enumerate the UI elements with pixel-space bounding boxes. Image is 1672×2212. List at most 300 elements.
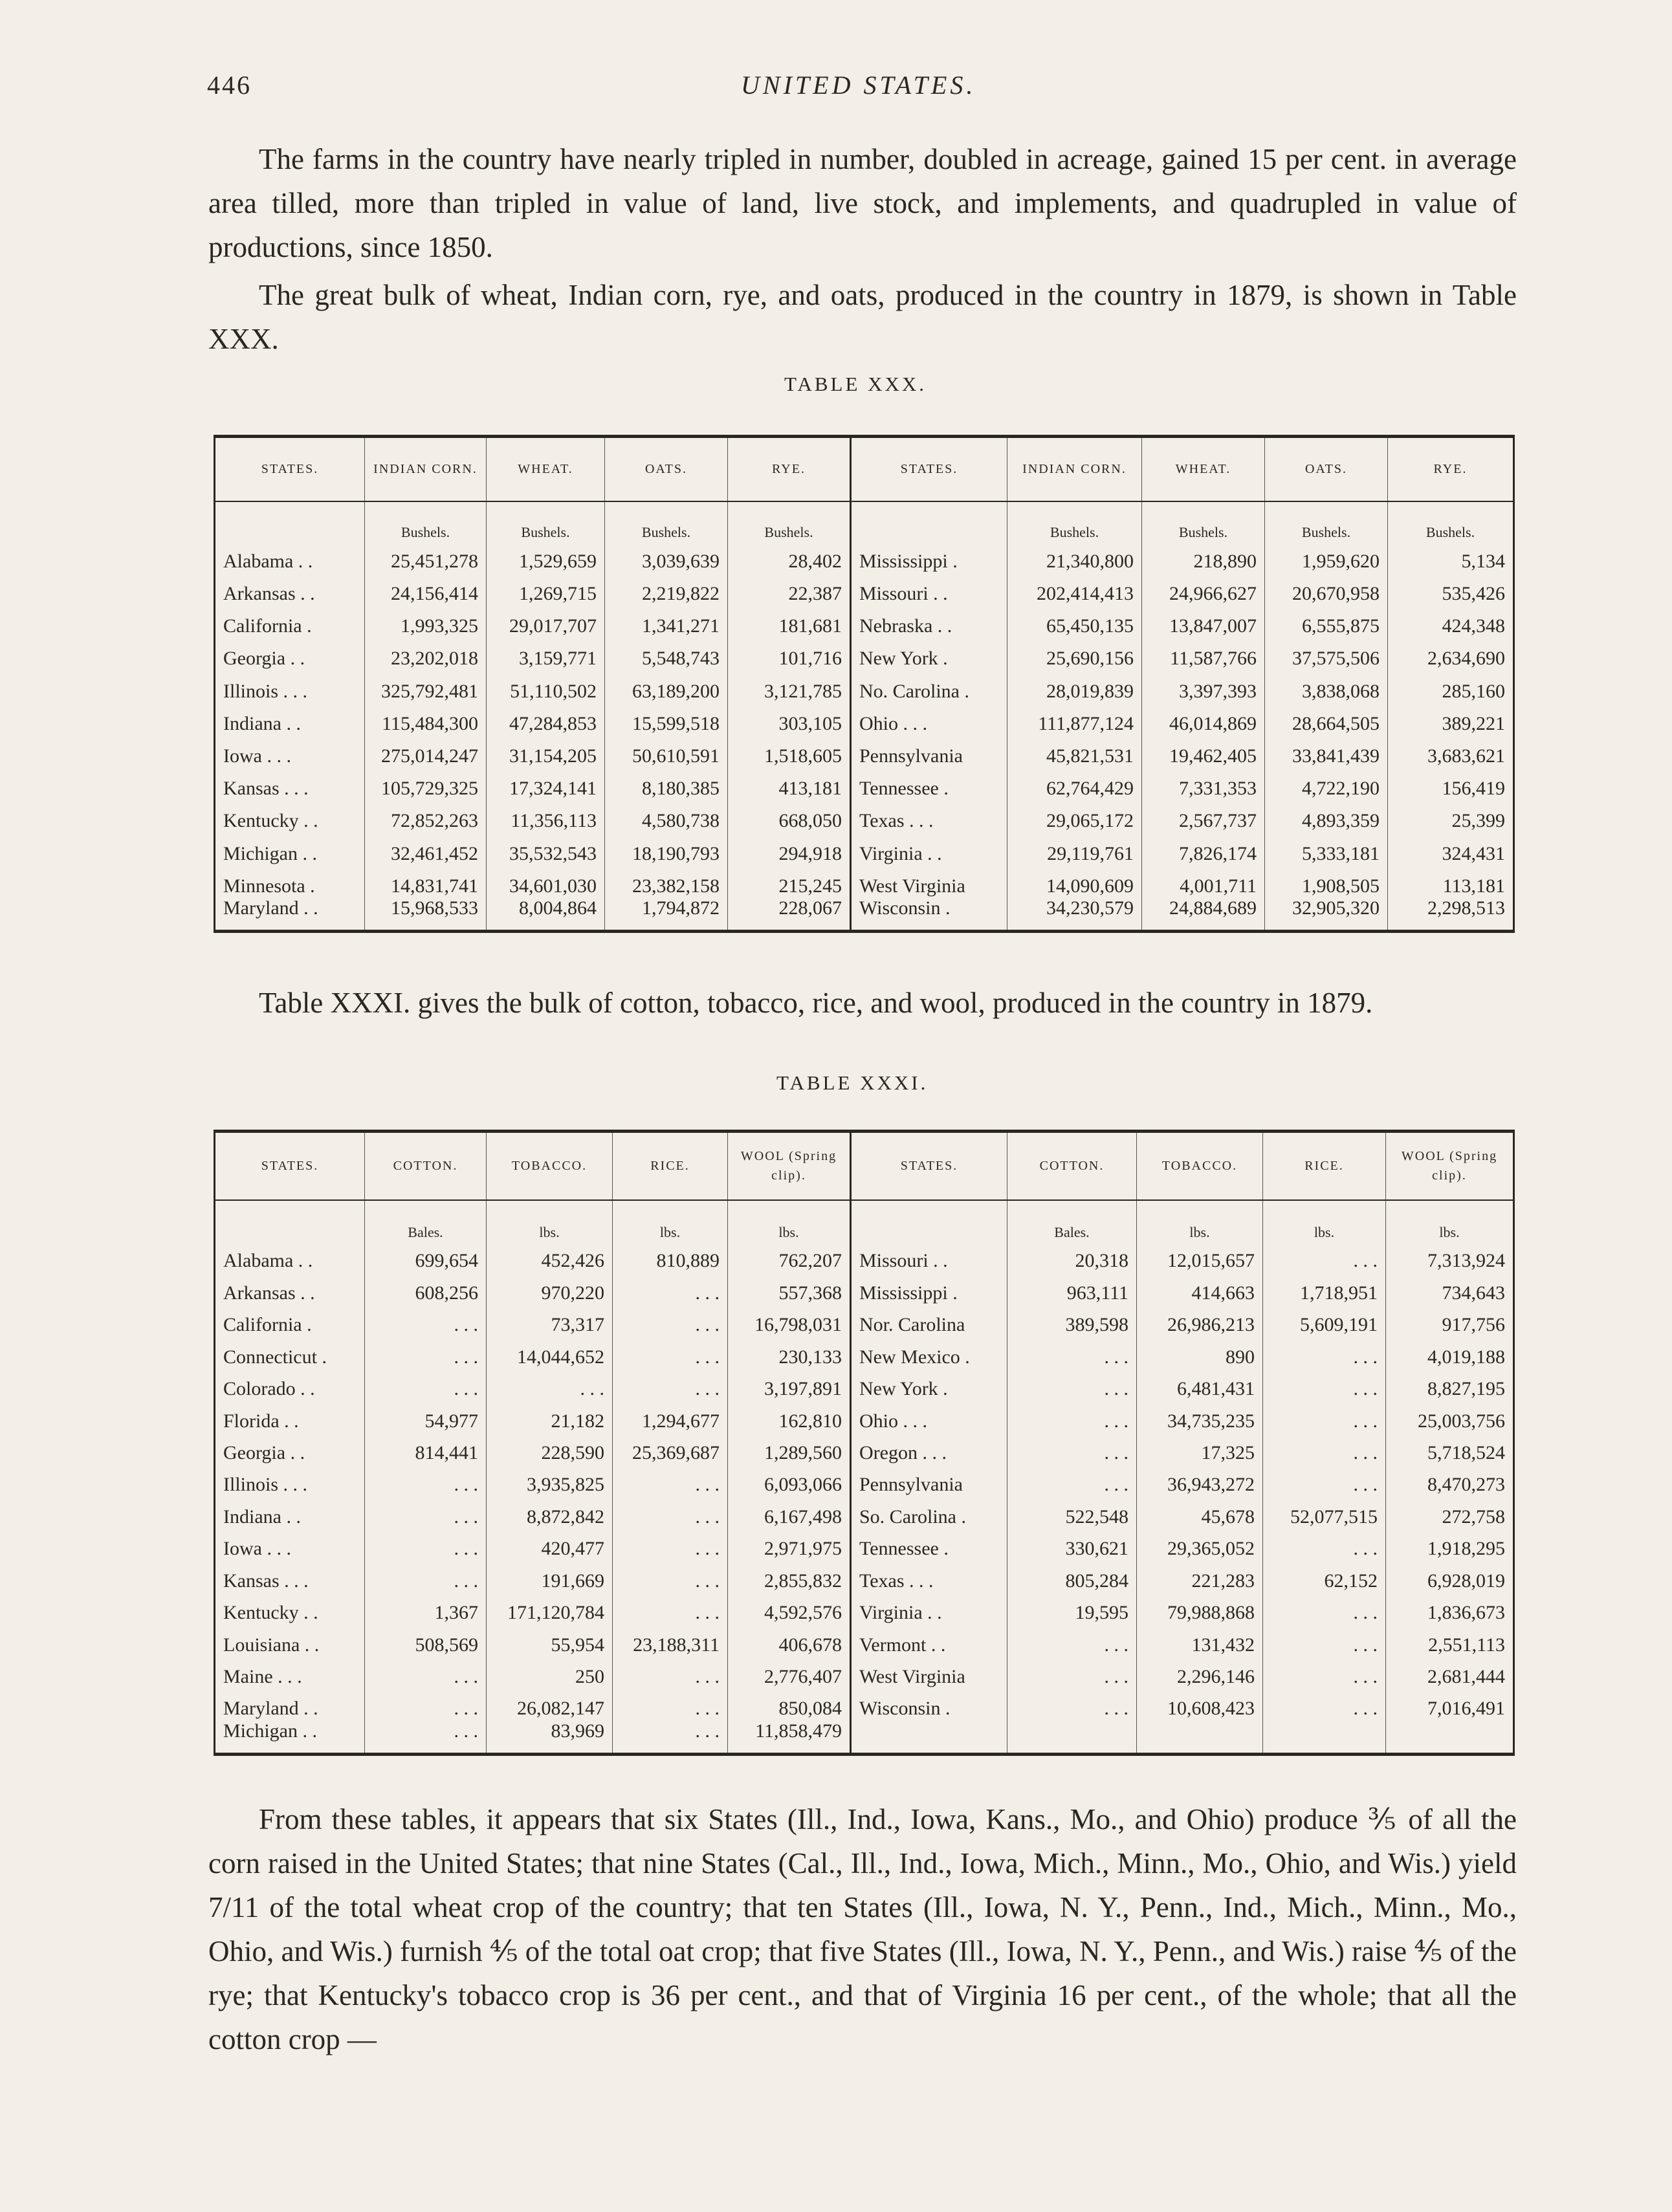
value-cell: 16,798,031	[728, 1304, 851, 1336]
state-cell: Wisconsin .	[851, 1688, 1007, 1720]
value-cell: 23,202,018	[365, 637, 487, 670]
value-cell	[1263, 1720, 1386, 1754]
value-cell: 33,841,439	[1265, 735, 1388, 767]
state-cell: Nebraska . .	[851, 605, 1007, 637]
value-cell: 2,776,407	[728, 1656, 851, 1688]
value-cell: 13,847,007	[1142, 605, 1265, 637]
value-cell: 3,838,068	[1265, 670, 1388, 702]
state-cell: Oregon . . .	[851, 1432, 1007, 1464]
value-cell: 4,580,738	[605, 800, 728, 832]
value-cell: 72,852,263	[365, 800, 487, 832]
value-cell: 17,325	[1137, 1432, 1263, 1464]
t31-header-cotton: COTTON.	[365, 1132, 487, 1200]
paragraph-3-text: Table XXXI. gives the bulk of cotton, tobacco, rice, and wool, produced in the country in 1879.	[259, 987, 1373, 1019]
table-row	[215, 1368, 1514, 1400]
state-cell: Pennsylvania	[851, 735, 1007, 767]
value-cell: . . .	[1007, 1688, 1137, 1720]
running-title: UNITED STATES.	[741, 71, 976, 100]
value-cell: 3,159,771	[487, 637, 605, 670]
value-cell: 171,120,784	[487, 1592, 613, 1624]
value-cell: 699,654	[365, 1240, 487, 1272]
value-cell: 8,180,385	[605, 767, 728, 800]
value-cell: 24,156,414	[365, 573, 487, 605]
t31-header-wool-2: WOOL (Spring clip).	[1386, 1132, 1514, 1200]
value-cell: . . .	[365, 1720, 487, 1754]
value-cell: 11,356,113	[487, 800, 605, 832]
value-cell: 8,827,195	[1386, 1368, 1514, 1400]
value-cell: 37,575,506	[1265, 637, 1388, 670]
value-cell: . . .	[1263, 1432, 1386, 1464]
state-cell: Maryland . .	[223, 897, 318, 919]
value-cell: 2,567,737	[1142, 800, 1265, 832]
state-cell: Illinois . . .	[223, 680, 308, 702]
value-cell: 115,484,300	[365, 703, 487, 735]
paragraph-4	[208, 1797, 1517, 2061]
table-row	[215, 573, 1514, 605]
unit-label	[215, 1200, 365, 1241]
value-cell: 11,587,766	[1142, 637, 1265, 670]
value-cell: 303,105	[728, 703, 851, 735]
value-cell: 156,419	[1388, 767, 1514, 800]
value-cell: 29,365,052	[1137, 1528, 1263, 1560]
value-cell: . . .	[1263, 1688, 1386, 1720]
unit-label: lbs.	[487, 1200, 613, 1241]
table-row	[215, 1432, 1514, 1464]
value-cell: 113,181	[1388, 865, 1514, 897]
table-row	[215, 767, 1514, 800]
t30-header-wheat: WHEAT.	[487, 437, 605, 501]
value-cell: 31,154,205	[487, 735, 605, 767]
value-cell: 424,348	[1388, 605, 1514, 637]
value-cell: 55,954	[487, 1624, 613, 1656]
value-cell: 413,181	[728, 767, 851, 800]
state-cell: Virginia . .	[851, 1592, 1007, 1624]
state-cell: Michigan . .	[223, 842, 317, 864]
unit-label	[215, 501, 365, 540]
value-cell: 2,681,444	[1386, 1656, 1514, 1688]
state-cell: No. Carolina .	[851, 670, 1007, 702]
value-cell: 3,935,825	[487, 1464, 613, 1496]
value-cell: . . .	[1263, 1464, 1386, 1496]
value-cell: 762,207	[728, 1240, 851, 1272]
value-cell: 1,341,271	[605, 605, 728, 637]
value-cell: . . .	[487, 1368, 613, 1400]
unit-label	[851, 501, 1007, 540]
value-cell: 21,182	[487, 1400, 613, 1432]
t30-header-oats-2: OATS.	[1265, 437, 1388, 501]
value-cell: . . .	[365, 1496, 487, 1528]
table-row	[215, 1560, 1514, 1592]
state-cell: California .	[223, 1314, 312, 1336]
table-row	[215, 1688, 1514, 1720]
value-cell: 22,387	[728, 573, 851, 605]
value-cell	[1137, 1720, 1263, 1754]
unit-label: Bushels.	[728, 501, 851, 540]
unit-label: Bushels.	[1265, 501, 1388, 540]
value-cell: . . .	[365, 1368, 487, 1400]
value-cell: 1,836,673	[1386, 1592, 1514, 1624]
value-cell: 20,670,958	[1265, 573, 1388, 605]
unit-label: Bales.	[365, 1200, 487, 1241]
value-cell: . . .	[613, 1304, 728, 1336]
value-cell: 131,432	[1137, 1624, 1263, 1656]
value-cell: 3,039,639	[605, 540, 728, 573]
value-cell: . . .	[613, 1272, 728, 1304]
value-cell: 608,256	[365, 1272, 487, 1304]
state-cell: Kansas . . .	[223, 1570, 309, 1592]
value-cell: 917,756	[1386, 1304, 1514, 1336]
state-cell: Mississippi .	[851, 1272, 1007, 1304]
state-cell: Tennessee .	[851, 767, 1007, 800]
value-cell: 330,621	[1007, 1528, 1137, 1560]
t30-header-indian-corn-2: INDIAN CORN.	[1007, 437, 1142, 501]
value-cell: 218,890	[1142, 540, 1265, 573]
value-cell: 19,595	[1007, 1592, 1137, 1624]
value-cell: 230,133	[728, 1336, 851, 1368]
value-cell: 5,134	[1388, 540, 1514, 573]
value-cell: 8,004,864	[487, 897, 605, 932]
value-cell: 1,918,295	[1386, 1528, 1514, 1560]
value-cell: 1,518,605	[728, 735, 851, 767]
value-cell: . . .	[613, 1688, 728, 1720]
paragraph-4-text: From these tables, it appears that six States (Ill., Ind., Iowa, Kans., Mo., and Ohio) produce ⅗ of all the corn raised in the United States; that nine States (Cal., Ill., Ind., Iowa, Mich., Minn., Mo., Ohio, and Wis.) yield 7/11 of the total wheat crop of the country; that ten States (Ill., Iowa, N. Y., Penn., Ind., Mich., Minn., Mo., Ohio, and Wis.) furnish ⅘ of the total oat crop; that five States (Ill., Iowa, N. Y., Penn., and Wis.) raise ⅘ of the rye; that Kentucky's tobacco crop is 36 per cent., and that of Virginia 16 per cent., of the whole; that all the cotton crop —	[208, 1803, 1517, 2055]
t31-header-rice-2: RICE.	[1263, 1132, 1386, 1200]
value-cell: 32,905,320	[1265, 897, 1388, 932]
state-cell: Wisconsin .	[851, 897, 1007, 932]
value-cell: 111,877,124	[1007, 703, 1142, 735]
value-cell: 557,368	[728, 1272, 851, 1304]
unit-label: Bushels.	[487, 501, 605, 540]
value-cell: 7,016,491	[1386, 1688, 1514, 1720]
value-cell: 6,167,498	[728, 1496, 851, 1528]
value-cell: 21,340,800	[1007, 540, 1142, 573]
table-row	[215, 1720, 1514, 1754]
value-cell: . . .	[365, 1464, 487, 1496]
t30-header-states-2: STATES.	[851, 437, 1007, 501]
state-cell: New Mexico .	[851, 1336, 1007, 1368]
value-cell: 414,663	[1137, 1272, 1263, 1304]
value-cell: 325,792,481	[365, 670, 487, 702]
table-row	[215, 1464, 1514, 1496]
value-cell: 7,331,353	[1142, 767, 1265, 800]
value-cell: 215,245	[728, 865, 851, 897]
value-cell: 535,426	[1388, 573, 1514, 605]
table-30	[214, 435, 1515, 933]
value-cell: . . .	[613, 1528, 728, 1560]
value-cell: 26,986,213	[1137, 1304, 1263, 1336]
state-cell: West Virginia	[851, 1656, 1007, 1688]
value-cell: 35,532,543	[487, 832, 605, 864]
value-cell: 1,269,715	[487, 573, 605, 605]
value-cell: 2,634,690	[1388, 637, 1514, 670]
state-cell: Missouri . .	[851, 573, 1007, 605]
value-cell: 1,289,560	[728, 1432, 851, 1464]
value-cell: . . .	[1007, 1400, 1137, 1432]
table-row	[215, 800, 1514, 832]
value-cell: 28,664,505	[1265, 703, 1388, 735]
value-cell: 12,015,657	[1137, 1240, 1263, 1272]
value-cell: 3,397,393	[1142, 670, 1265, 702]
paragraph-3	[208, 981, 1517, 1025]
state-cell: California .	[223, 615, 312, 637]
table-row	[215, 897, 1514, 932]
paragraph-2-text: The great bulk of wheat, Indian corn, rye, and oats, produced in the country in 1879, is shown in Table XXX.	[208, 279, 1517, 355]
value-cell: 6,481,431	[1137, 1368, 1263, 1400]
value-cell: 2,296,146	[1137, 1656, 1263, 1688]
value-cell: 202,414,413	[1007, 573, 1142, 605]
value-cell: 62,152	[1263, 1560, 1386, 1592]
value-cell: . . .	[613, 1720, 728, 1754]
value-cell: 36,943,272	[1137, 1464, 1263, 1496]
value-cell: 63,189,200	[605, 670, 728, 702]
value-cell: 45,678	[1137, 1496, 1263, 1528]
state-cell: Minnesota .	[223, 875, 315, 897]
state-cell: Florida . .	[223, 1410, 299, 1432]
value-cell: 3,197,891	[728, 1368, 851, 1400]
value-cell: 32,461,452	[365, 832, 487, 864]
table-row	[215, 1304, 1514, 1336]
value-cell: 6,928,019	[1386, 1560, 1514, 1592]
state-cell: Georgia . .	[223, 1442, 305, 1463]
paragraph-2	[208, 273, 1517, 361]
value-cell: 46,014,869	[1142, 703, 1265, 735]
unit-label: Bales.	[1007, 1200, 1137, 1241]
state-cell: Illinois . . .	[223, 1474, 308, 1496]
t31-header-rice: RICE.	[613, 1132, 728, 1200]
value-cell: 25,003,756	[1386, 1400, 1514, 1432]
table-row	[215, 832, 1514, 864]
value-cell: 34,230,579	[1007, 897, 1142, 932]
units-row	[215, 501, 1514, 540]
value-cell: 452,426	[487, 1240, 613, 1272]
t30-header-wheat-2: WHEAT.	[1142, 437, 1265, 501]
value-cell: . . .	[613, 1368, 728, 1400]
value-cell: . . .	[613, 1336, 728, 1368]
table-row	[215, 1592, 1514, 1624]
paragraph-1	[208, 137, 1517, 269]
value-cell: 181,681	[728, 605, 851, 637]
state-cell: Louisiana . .	[223, 1634, 320, 1656]
value-cell: 79,988,868	[1137, 1592, 1263, 1624]
table-row	[215, 670, 1514, 702]
state-cell: Pennsylvania	[851, 1464, 1007, 1496]
value-cell: 25,690,156	[1007, 637, 1142, 670]
table-row	[215, 637, 1514, 670]
value-cell: 83,969	[487, 1720, 613, 1754]
value-cell: 14,831,741	[365, 865, 487, 897]
value-cell: 963,111	[1007, 1272, 1137, 1304]
value-cell: 105,729,325	[365, 767, 487, 800]
value-cell: . . .	[1263, 1624, 1386, 1656]
state-cell: Mississippi .	[851, 540, 1007, 573]
value-cell: 1,294,677	[613, 1400, 728, 1432]
value-cell: . . .	[365, 1304, 487, 1336]
value-cell: . . .	[1007, 1656, 1137, 1688]
table-row	[215, 1240, 1514, 1272]
value-cell: 47,284,853	[487, 703, 605, 735]
t30-header-indian-corn: INDIAN CORN.	[365, 437, 487, 501]
state-cell: Colorado . .	[223, 1378, 315, 1400]
state-cell: Nor. Carolina	[851, 1304, 1007, 1336]
table-row	[215, 1656, 1514, 1688]
t31-header-cotton-2: COTTON.	[1007, 1132, 1137, 1200]
unit-label: lbs.	[613, 1200, 728, 1241]
t31-header-tobacco: TOBACCO.	[487, 1132, 613, 1200]
value-cell: . . .	[1263, 1592, 1386, 1624]
value-cell: 420,477	[487, 1528, 613, 1560]
table-30-caption: TABLE XXX.	[784, 373, 927, 395]
units-row	[215, 1200, 1514, 1241]
value-cell: 6,093,066	[728, 1464, 851, 1496]
value-cell: 34,735,235	[1137, 1400, 1263, 1432]
value-cell: 28,019,839	[1007, 670, 1142, 702]
value-cell: 1,908,505	[1265, 865, 1388, 897]
state-cell: Texas . . .	[851, 800, 1007, 832]
value-cell: 805,284	[1007, 1560, 1137, 1592]
value-cell: 285,160	[1388, 670, 1514, 702]
value-cell: 406,678	[728, 1624, 851, 1656]
value-cell: 389,221	[1388, 703, 1514, 735]
value-cell: 228,067	[728, 897, 851, 932]
value-cell: 28,402	[728, 540, 851, 573]
value-cell: 221,283	[1137, 1560, 1263, 1592]
state-cell: Michigan . .	[223, 1720, 317, 1742]
table-row	[215, 540, 1514, 573]
value-cell: 2,219,822	[605, 573, 728, 605]
table-row	[215, 1624, 1514, 1656]
value-cell: 668,050	[728, 800, 851, 832]
table-row	[215, 1528, 1514, 1560]
value-cell: 23,382,158	[605, 865, 728, 897]
value-cell: 250	[487, 1656, 613, 1688]
t31-header-tobacco-2: TOBACCO.	[1137, 1132, 1263, 1200]
state-cell: Maryland . .	[223, 1698, 318, 1720]
unit-label: Bushels.	[365, 501, 487, 540]
value-cell: 5,333,181	[1265, 832, 1388, 864]
state-cell: Tennessee .	[851, 1528, 1007, 1560]
state-cell: West Virginia	[851, 865, 1007, 897]
value-cell: 162,810	[728, 1400, 851, 1432]
value-cell: 810,889	[613, 1240, 728, 1272]
value-cell: 34,601,030	[487, 865, 605, 897]
table-row	[215, 605, 1514, 637]
t30-header-rye-2: RYE.	[1388, 437, 1514, 501]
value-cell: 4,893,359	[1265, 800, 1388, 832]
unit-label: Bushels.	[1388, 501, 1514, 540]
value-cell: . . .	[613, 1496, 728, 1528]
state-cell: Ohio . . .	[851, 703, 1007, 735]
value-cell: 6,555,875	[1265, 605, 1388, 637]
value-cell: 8,470,273	[1386, 1464, 1514, 1496]
value-cell: 14,090,609	[1007, 865, 1142, 897]
t30-header-rye: RYE.	[728, 437, 851, 501]
unit-label: Bushels.	[1007, 501, 1142, 540]
value-cell: 2,855,832	[728, 1560, 851, 1592]
value-cell: 19,462,405	[1142, 735, 1265, 767]
value-cell: 24,884,689	[1142, 897, 1265, 932]
state-cell: Indiana . .	[223, 712, 301, 734]
state-cell: Kentucky . .	[223, 1602, 318, 1624]
value-cell: 5,609,191	[1263, 1304, 1386, 1336]
value-cell: 29,119,761	[1007, 832, 1142, 864]
value-cell: 62,764,429	[1007, 767, 1142, 800]
value-cell: . . .	[613, 1592, 728, 1624]
t31-header-states-2: STATES.	[851, 1132, 1007, 1200]
state-cell: Georgia . .	[223, 648, 305, 670]
value-cell: . . .	[1007, 1368, 1137, 1400]
state-cell: Alabama . .	[223, 550, 313, 572]
unit-label: lbs.	[728, 1200, 851, 1241]
state-cell	[851, 1720, 1007, 1754]
state-cell: Virginia . .	[851, 832, 1007, 864]
state-cell: Indiana . .	[223, 1506, 301, 1528]
value-cell: 4,592,576	[728, 1592, 851, 1624]
value-cell: 8,872,842	[487, 1496, 613, 1528]
value-cell: 51,110,502	[487, 670, 605, 702]
state-cell: So. Carolina .	[851, 1496, 1007, 1528]
value-cell: 7,313,924	[1386, 1240, 1514, 1272]
value-cell: 734,643	[1386, 1272, 1514, 1304]
value-cell: 54,977	[365, 1400, 487, 1432]
unit-label: lbs.	[1386, 1200, 1514, 1241]
state-cell: Vermont . .	[851, 1624, 1007, 1656]
state-cell: Kansas . . .	[223, 778, 309, 800]
value-cell: . . .	[613, 1656, 728, 1688]
state-cell: Iowa . . .	[223, 1538, 291, 1560]
state-cell: New York .	[851, 637, 1007, 670]
page-number: 446	[207, 71, 252, 100]
value-cell: 2,298,513	[1388, 897, 1514, 932]
value-cell: . . .	[365, 1688, 487, 1720]
value-cell: . . .	[365, 1656, 487, 1688]
value-cell: 3,121,785	[728, 670, 851, 702]
value-cell: 1,794,872	[605, 897, 728, 932]
value-cell: 4,001,711	[1142, 865, 1265, 897]
value-cell: 23,188,311	[613, 1624, 728, 1656]
value-cell: . . .	[365, 1336, 487, 1368]
value-cell: 4,019,188	[1386, 1336, 1514, 1368]
state-cell: Kentucky . .	[223, 810, 318, 832]
value-cell: 1,959,620	[1265, 540, 1388, 573]
value-cell: 52,077,515	[1263, 1496, 1386, 1528]
value-cell: . . .	[1007, 1432, 1137, 1464]
value-cell	[1007, 1720, 1137, 1754]
value-cell: . . .	[1263, 1368, 1386, 1400]
value-cell: . . .	[1263, 1656, 1386, 1688]
value-cell: 814,441	[365, 1432, 487, 1464]
value-cell: 275,014,247	[365, 735, 487, 767]
value-cell: 1,367	[365, 1592, 487, 1624]
value-cell: 324,431	[1388, 832, 1514, 864]
unit-label: Bushels.	[1142, 501, 1265, 540]
value-cell: . . .	[1263, 1528, 1386, 1560]
value-cell	[1386, 1720, 1514, 1754]
table-31-caption: TABLE XXXI.	[776, 1071, 929, 1094]
value-cell: 10,608,423	[1137, 1688, 1263, 1720]
value-cell: 29,017,707	[487, 605, 605, 637]
value-cell: . . .	[365, 1528, 487, 1560]
value-cell: 50,610,591	[605, 735, 728, 767]
value-cell: 14,044,652	[487, 1336, 613, 1368]
value-cell: . . .	[613, 1464, 728, 1496]
state-cell: Connecticut .	[223, 1346, 327, 1368]
value-cell: 11,858,479	[728, 1720, 851, 1754]
table-row	[215, 1336, 1514, 1368]
value-cell: 272,758	[1386, 1496, 1514, 1528]
t30-header-states: STATES.	[215, 437, 365, 501]
paragraph-1-text: The farms in the country have nearly tripled in number, doubled in acreage, gained 15 per cent. in average area tilled, more than tripled in value of land, live stock, and implements, and quadrupled in value of productions, since 1850.	[208, 143, 1517, 263]
value-cell: 5,718,524	[1386, 1432, 1514, 1464]
